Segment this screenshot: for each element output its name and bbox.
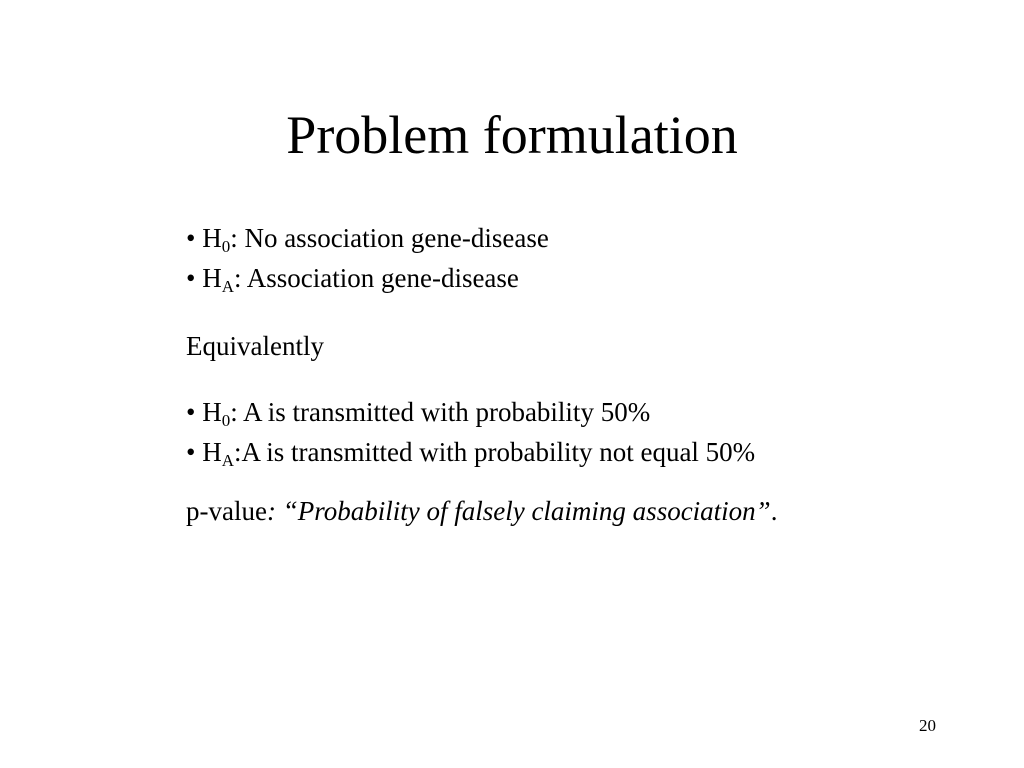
bullet: • <box>186 437 196 467</box>
hypothesis-symbol: H <box>202 437 222 467</box>
hypothesis-symbol: H <box>202 223 222 253</box>
pvalue-definition: : “Probability of falsely claiming association” <box>266 496 771 526</box>
hypothesis-subscript: A <box>221 277 234 296</box>
hypothesis-text: : Association gene-disease <box>233 263 519 293</box>
hypothesis-h0-line <box>186 218 986 258</box>
hypothesis-text: :A is transmitted with probability not equal 50% <box>233 437 756 467</box>
slide-title: Problem formulation <box>286 105 738 165</box>
pvalue-end: . <box>770 496 778 526</box>
pvalue-line <box>186 491 986 531</box>
pvalue-label: p-value <box>186 496 267 526</box>
bullet: • <box>186 263 196 293</box>
hypothesis-ha-line <box>186 258 986 298</box>
slide-body <box>186 218 986 531</box>
bullet: • <box>186 223 196 253</box>
hypothesis-ha-probability-line <box>186 432 986 472</box>
hypothesis-text: : A is transmitted with probability 50% <box>230 397 651 427</box>
hypothesis-symbol: H <box>202 263 222 293</box>
bullet: • <box>186 397 196 427</box>
hypothesis-symbol: H <box>202 397 222 427</box>
equivalently-label: Equivalently <box>186 331 324 361</box>
hypothesis-subscript: A <box>221 451 234 470</box>
hypothesis-subscript: 0 <box>221 411 231 430</box>
hypothesis-h0-probability-line <box>186 392 986 432</box>
page-number: 20 <box>919 716 936 735</box>
hypothesis-subscript: 0 <box>221 237 231 256</box>
hypothesis-text: : No association gene-disease <box>230 223 549 253</box>
